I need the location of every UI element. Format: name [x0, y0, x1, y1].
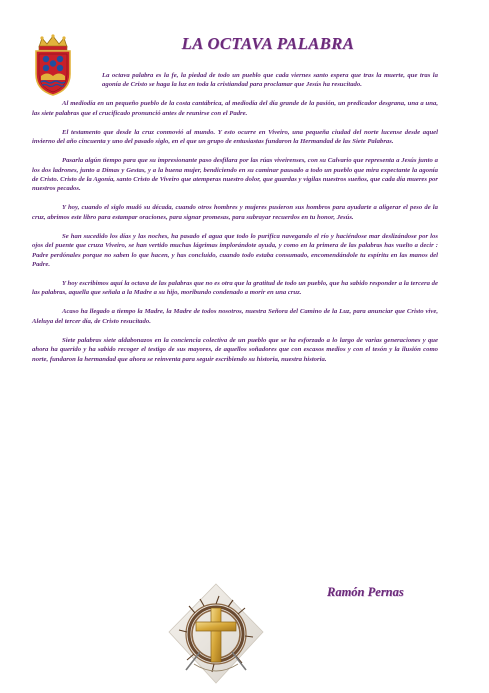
paragraph: La octava palabra es la fe, la piedad de todo un pueblo que cada viernes santo espera que tras la muerte, que tras la agonía de Cristo se haga la luz en toda la cristiandad para proclamar que Jesús ha resucitado.: [102, 72, 438, 89]
paragraph: Pasarla algún tiempo para que su impresionante paso desfilara por las rúas viveirenses, con su Calvario que representa a Jesús junto a los dos ladrones, junto a Dimas y Gestas, y a la buena mujer, bendiciendo en su caminar pausado a todo un pueblo que mira expectante la agonía de Cristo. Cristo de la Agonía, santo Cristo de Viveiro que atemperas nuestro dolor, que guardas y vigilas nuestros sueños, que cada día mueres por nuestros pecados.: [32, 157, 438, 193]
paragraph: Se han sucedido los días y las noches, ha pasado el agua que todo lo purifica navegando el río y haciéndose mar deslizándose por los ojos del puente que cruza Viveiro, se han vertido muchas lágrimas implorándote ayuda, y como en la primera de las palabras has vuelto a decir : Padre perdónales porque no saben lo que hacen, y has concluido, cuando todo estaba consumado, encomendándole tu espíritu en las manos del Padre.: [32, 232, 438, 269]
paragraph: El testamento que desde la cruz conmovió al mundo. Y esto ocurre en Viveiro, una pequeña ciudad del norte lucense desde aquel invierno del año cincuenta y uno del pasado siglo, en el que un grupo de entusiastas fundaron la Hermandad de las Siete Palabras.: [32, 128, 438, 146]
document-body: [32, 71, 438, 374]
paragraph: Al mediodía en un pequeño pueblo de la costa cantábrica, al mediodía del día grande de la pasión, un predicador desgrana, una a una, las siete palabras que el crucificado pronunció antes de reunirse con el Padre.: [32, 100, 438, 117]
paragraph: Y hoy escribimos aquí la octava de las palabras que no es otra que la gratitud de todo un pueblo, que ha sabido responder a la tercera de las palabras, aquella que señala a la Madre a su hijo, moribundo condenado a morir en una cruz.: [32, 280, 438, 297]
page-title: LA OCTAVA PALABRA: [181, 34, 355, 53]
paragraph: Acaso ha llegado a tiempo la Madre, la Madre de todos nosotros, nuestra Señora del Camino de la Luz, para anunciar que Cristo vive, Aleluya del tercer día, de Cristo resucitado.: [32, 308, 438, 325]
author-signature: Ramón Pernas: [327, 585, 404, 599]
paragraph: Siete palabras siete aldabonazos en la conciencia colectiva de un pueblo que se ha esforzado a lo largo de varias generaciones y que ahora ha querido y ha sabido recoger el testigo de sus mayores, de aquellos soñadores que con escasos medios y con el tesón y la ilusión como norte, fundaron la hermandad que ahora se reinventa para seguir escribiendo su historia, nuestra historia.: [32, 336, 438, 363]
paragraph: Y hoy, cuando el siglo mudó su década, cuando otros hombres y mujeres pusieron sus hombros para ayudarte a aligerar el peso de la cruz, abrimos este libro para estampar oraciones, para signar promesas, para subrayar recuerdos en tu honor, Jesús.: [32, 204, 438, 221]
cross-crown-of-thorns-icon: [166, 582, 266, 686]
